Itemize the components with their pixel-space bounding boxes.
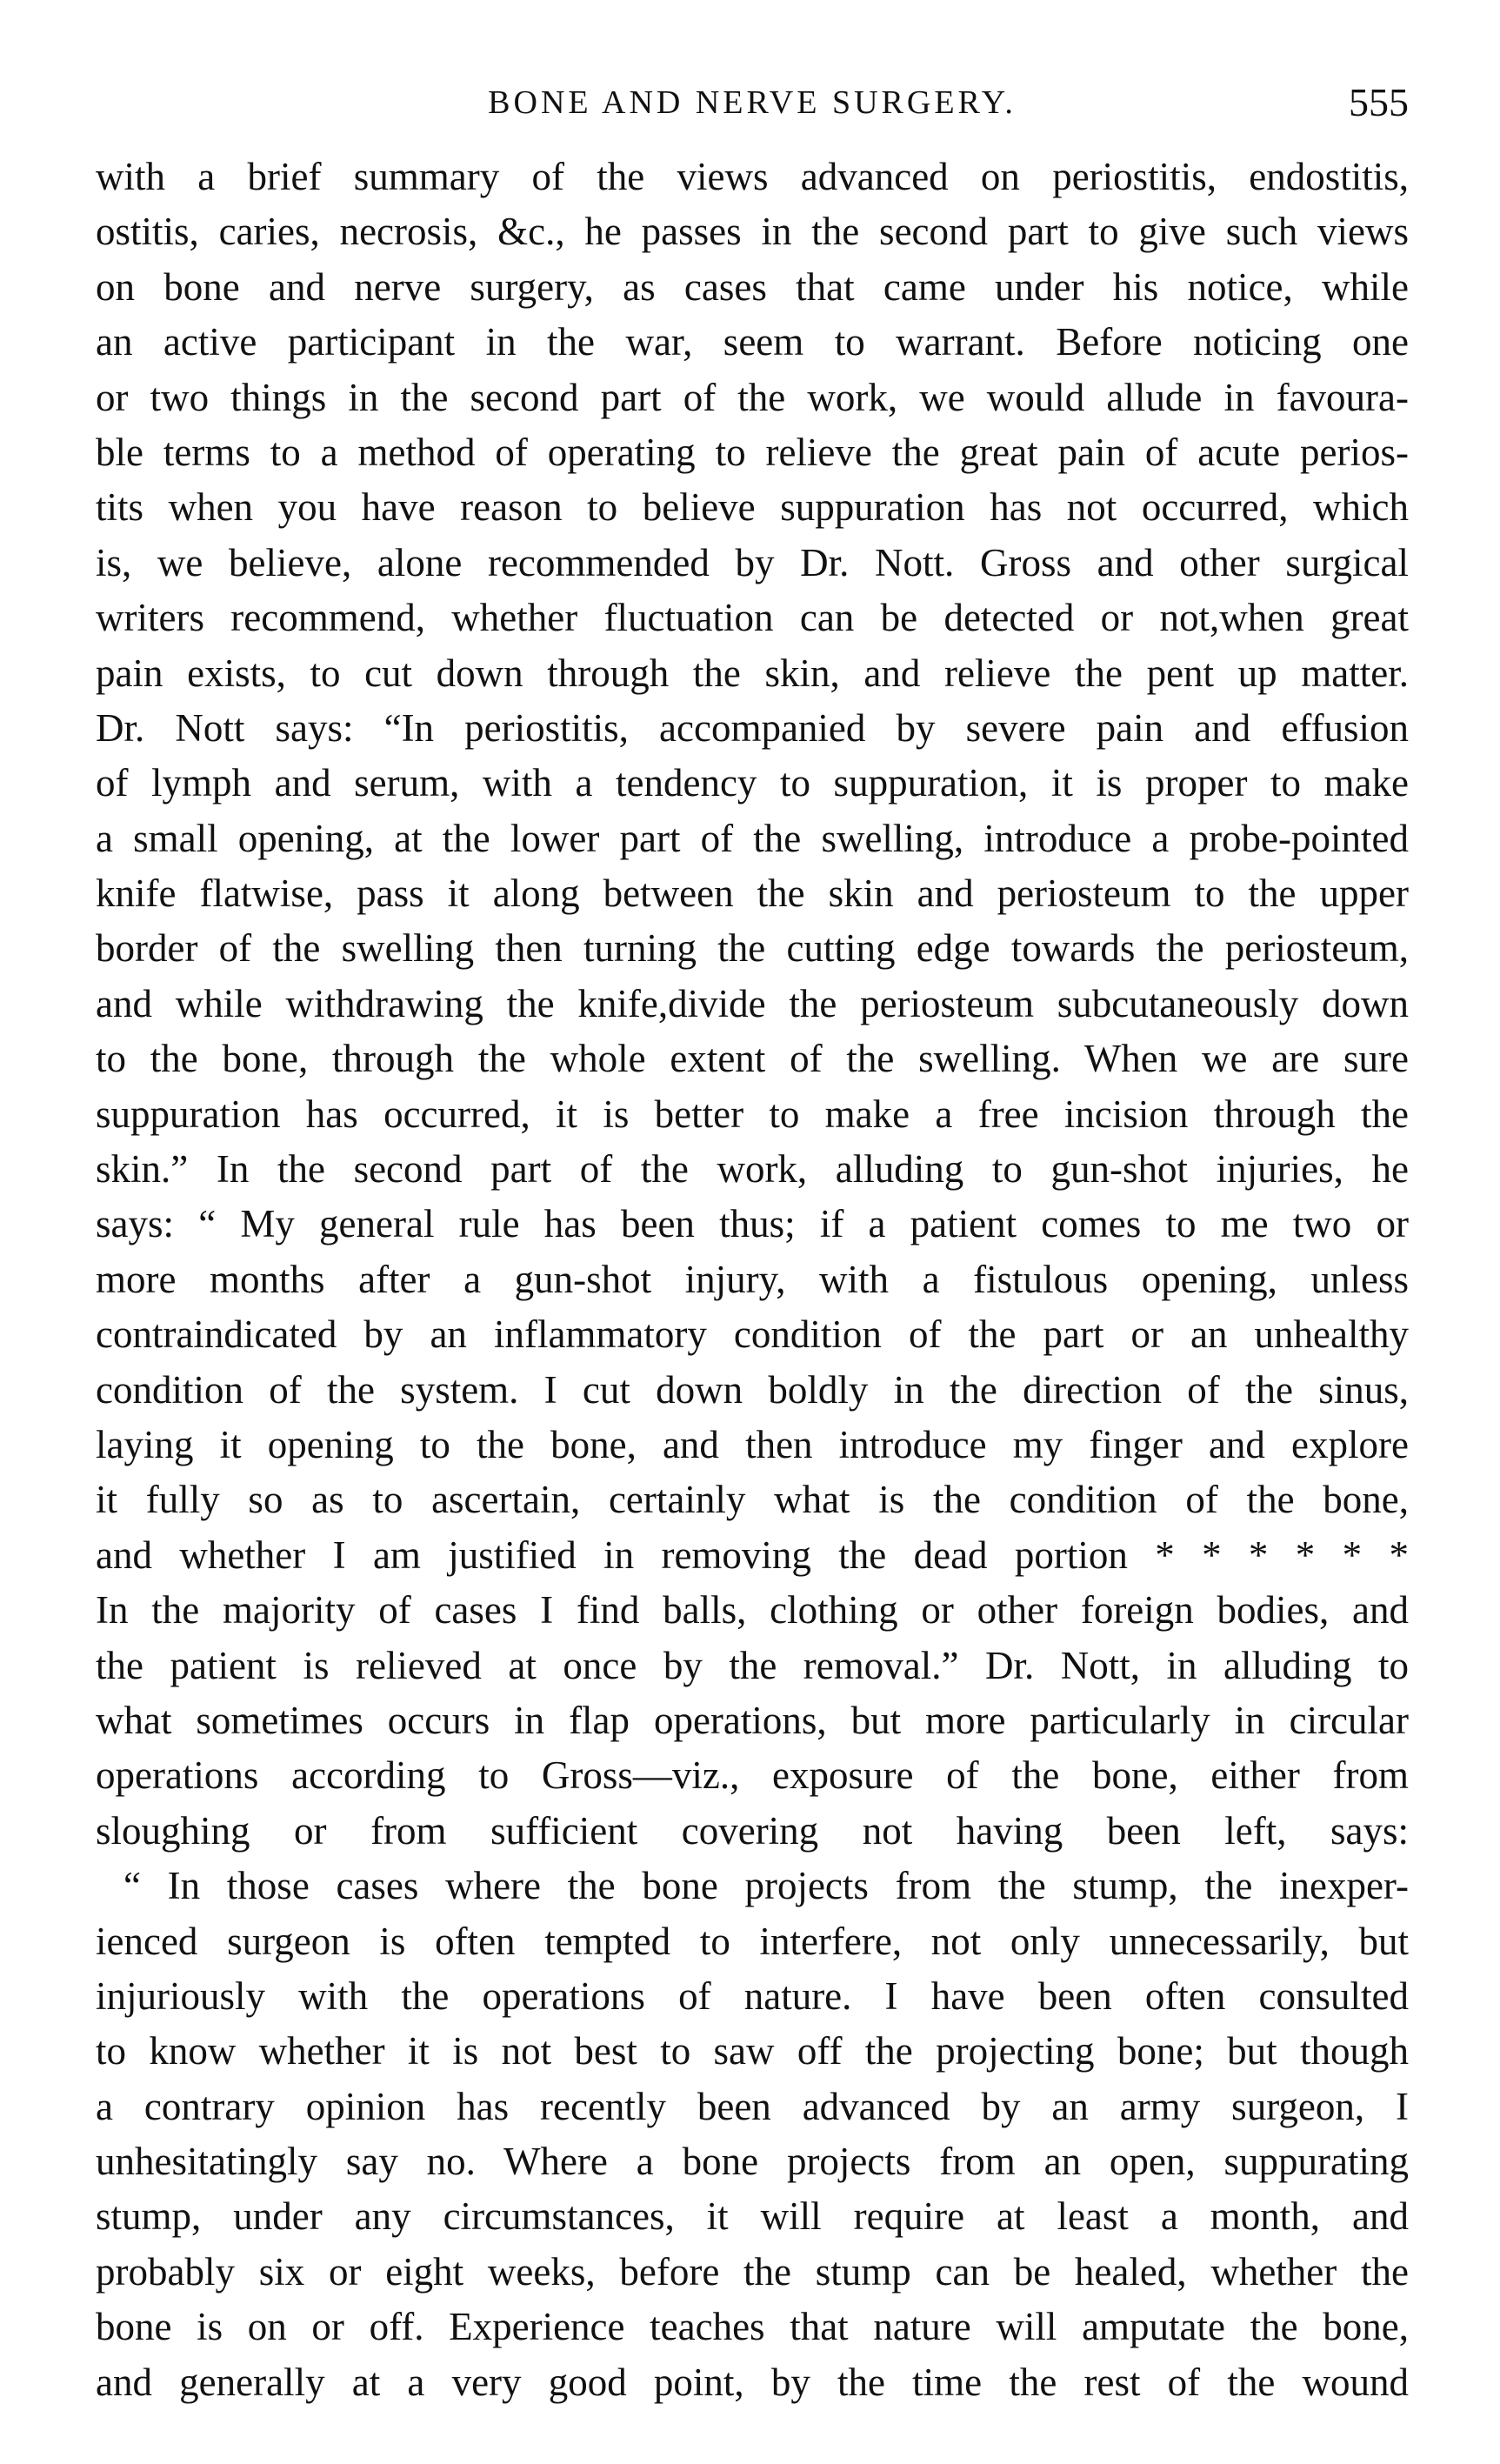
text-line: and while withdrawing the knife,divide the periosteum subcutaneously down	[96, 981, 1409, 1025]
text-line: probably six or eight weeks, before the stump can be healed, whether the	[96, 2249, 1409, 2294]
text-line: to the bone, through the whole extent of the swelling. When we are sure	[96, 1037, 1409, 1081]
text-line: on bone and nerve surgery, as cases that came under his notice, while	[96, 264, 1409, 309]
running-head	[96, 77, 1409, 129]
text-line: operations according to Gross—viz., exposure of the bone, either from	[96, 1753, 1409, 1798]
text-line: injuriously with the operations of nature. I have been often consulted	[96, 1973, 1409, 2018]
text-line: In the majority of cases I find balls, clothing or other foreign bodies, and	[96, 1588, 1409, 1633]
text-line: laying it opening to the bone, and then introduce my finger and explore	[96, 1422, 1409, 1466]
text-line: to know whether it is not best to saw off the projecting bone; but though	[96, 2029, 1409, 2073]
text-line: of lymph and serum, with a tendency to suppuration, it is proper to make	[96, 761, 1409, 805]
text-line: says: “ My general rule has been thus; if a patient comes to me two or	[96, 1202, 1409, 1246]
text-line: sloughing or from sufficient covering not having been left, says:	[96, 1808, 1409, 1853]
text-line: more months after a gun-shot injury, with a fistulous opening, unless	[96, 1257, 1409, 1301]
text-line: suppuration has occurred, it is better to make a free incision through the	[96, 1092, 1409, 1136]
text-line: it fully so as to ascertain, certainly what is the condition of the bone,	[96, 1478, 1409, 1522]
text-line: an active participant in the war, seem to warrant. Before noticing one	[96, 320, 1409, 364]
text-line: writers recommend, whether fluctuation can be detected or not,when great	[96, 596, 1409, 640]
text-line: contraindicated by an inflammatory condition of the part or an unhealthy	[96, 1312, 1409, 1357]
page-number: 555	[1349, 80, 1409, 124]
text-line: unhesitatingly say no. Where a bone projects from an open, suppurating	[96, 2140, 1409, 2184]
text-line: or two things in the second part of the work, we would allude in favoura-	[96, 375, 1409, 419]
text-line: ostitis, caries, necrosis, &c., he passes in the second part to give such views	[96, 210, 1409, 254]
running-title: BONE AND NERVE SURGERY.	[488, 84, 1017, 121]
text-line: what sometimes occurs in flap operations, but more particularly in circular	[96, 1698, 1409, 1742]
text-line: bone is on or off. Experience teaches that nature will amputate the bone,	[96, 2305, 1409, 2349]
text-line: skin.” In the second part of the work, alluding to gun-shot injuries, he	[96, 1147, 1409, 1192]
text-line: tits when you have reason to believe suppuration has not occurred, which	[96, 485, 1409, 530]
body-text	[96, 150, 1409, 2410]
text-line: Dr. Nott says: “In periostitis, accompanied by severe pain and effusion	[96, 705, 1409, 750]
text-line: “ In those cases where the bone projects from the stump, the inexper-	[123, 1864, 1409, 1908]
text-line: a contrary opinion has recently been advanced by an army surgeon, I	[96, 2084, 1409, 2128]
text-line: the patient is relieved at once by the removal.” Dr. Nott, in alluding to	[96, 1643, 1409, 1687]
text-line: condition of the system. I cut down boldly in the direction of the sinus,	[96, 1367, 1409, 1412]
text-line: ble terms to a method of operating to relieve the great pain of acute perios-	[96, 430, 1409, 474]
text-line: knife flatwise, pass it along between the skin and periosteum to the upper	[96, 871, 1409, 916]
text-line: stump, under any circumstances, it will require at least a month, and	[96, 2194, 1409, 2239]
text-line: with a brief summary of the views advanced on periostitis, endostitis,	[96, 155, 1409, 198]
text-line: and generally at a very good point, by the time the rest of the wound	[96, 2360, 1409, 2404]
text-line: a small opening, at the lower part of the swelling, introduce a probe-pointed	[96, 816, 1409, 860]
text-line: ienced surgeon is often tempted to interfere, not only unnecessarily, but	[96, 1919, 1409, 1963]
text-line: border of the swelling then turning the cutting edge towards the periosteum,	[96, 926, 1409, 971]
text-line: and whether I am justified in removing the dead portion * * * * * *	[96, 1532, 1409, 1577]
text-line: is, we believe, alone recommended by Dr. Nott. Gross and other surgical	[96, 540, 1409, 584]
text-line: pain exists, to cut down through the skin, and relieve the pent up matter.	[96, 651, 1409, 695]
